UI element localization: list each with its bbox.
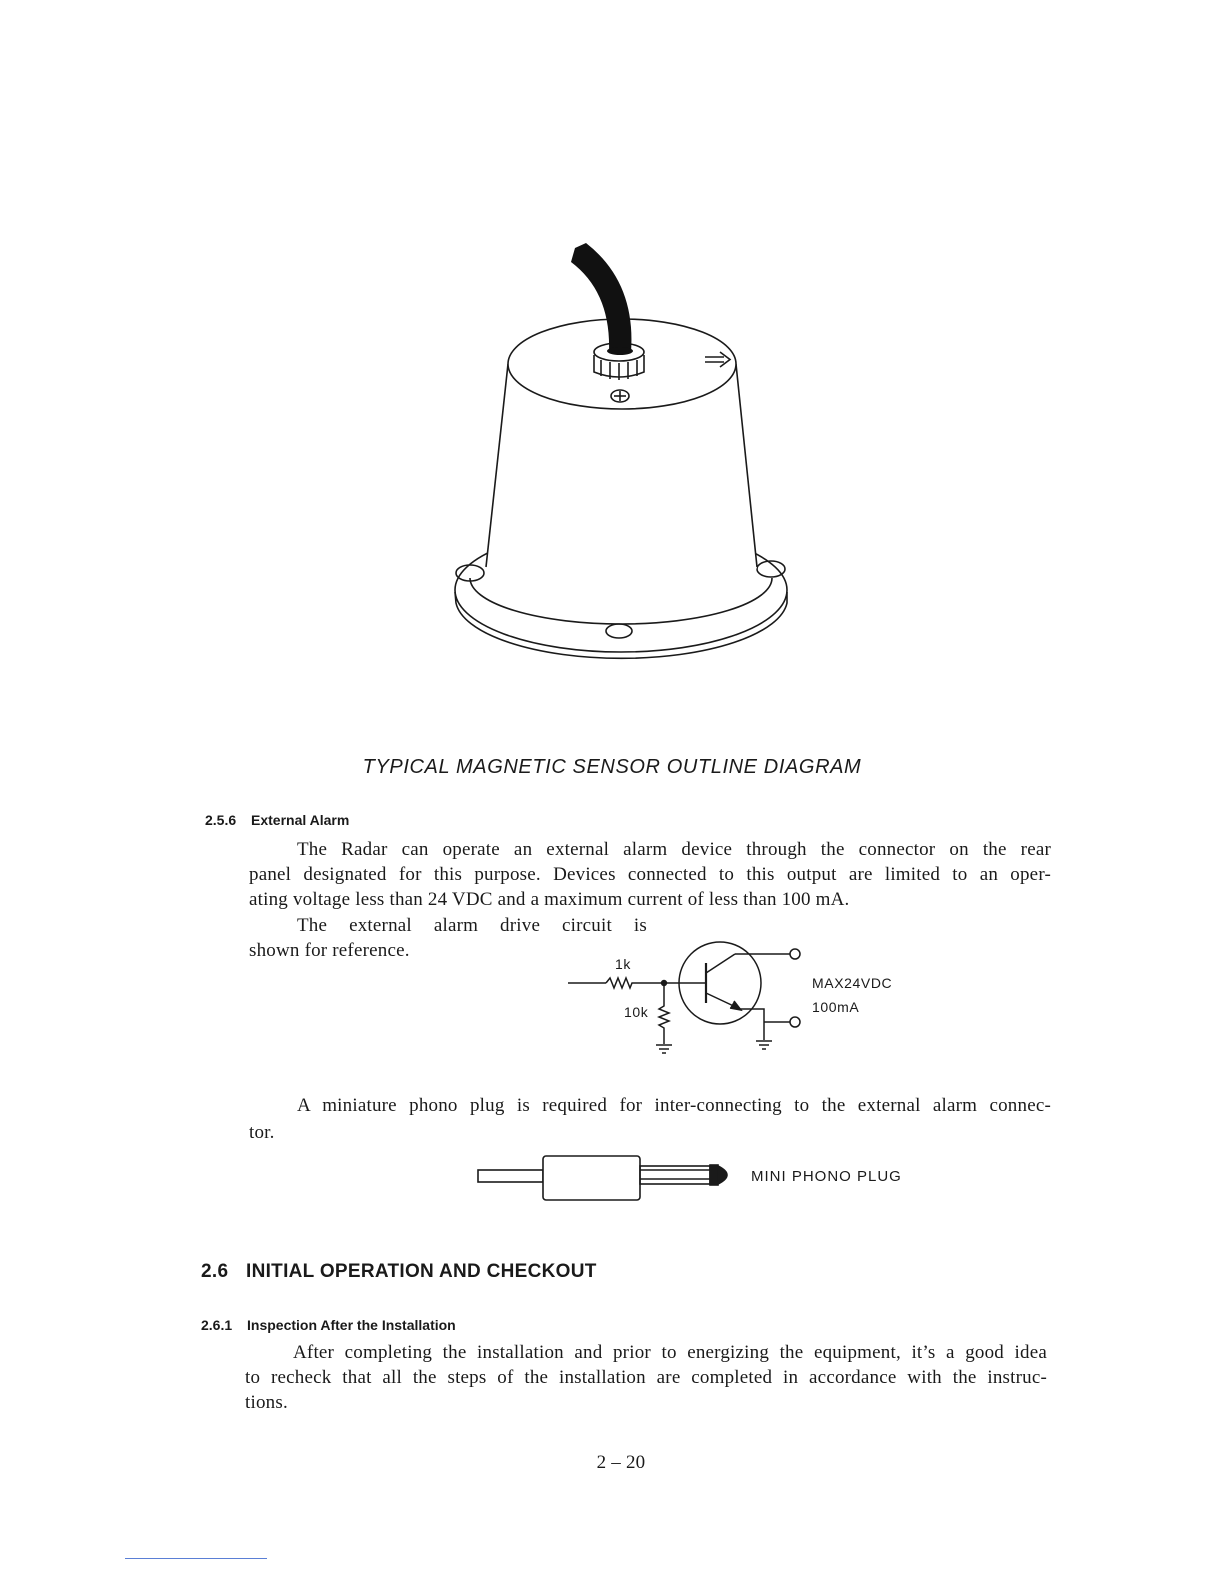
paragraph-line: After completing the installation and prior to energizing the equipment, it’s a good idea	[293, 1342, 1047, 1363]
subsection-number: 2.5.6	[205, 812, 237, 828]
page-number: 2 – 20	[596, 1452, 646, 1473]
subsection-title: External Alarm	[251, 812, 350, 828]
subsection-number: 2.6.1	[201, 1317, 233, 1333]
max-voltage-label: MAX24VDC	[812, 975, 893, 991]
footer-rule	[125, 1558, 267, 1559]
magnetic-sensor-illustration	[0, 0, 1224, 720]
paragraph-line: panel designated for this purpose. Devices connected to this output are limited to an oper-	[249, 864, 1051, 885]
max-current-label: 100mA	[812, 999, 860, 1015]
resistor-10k-label: 10k	[624, 1004, 649, 1020]
paragraph-line: ating voltage less than 24 VDC and a maximum current of less than 100 mA.	[249, 889, 850, 910]
paragraph-line: tions.	[245, 1392, 288, 1413]
output-terminal	[790, 1017, 800, 1027]
mini-phono-plug-drawing	[470, 1148, 770, 1208]
resistor-10k	[659, 983, 669, 1044]
mount-hole-front	[606, 624, 632, 638]
section-title: INITIAL OPERATION AND CHECKOUT	[246, 1261, 597, 1282]
ground-icon	[656, 1045, 672, 1053]
subsection-title: Inspection After the Installation	[247, 1317, 456, 1333]
paragraph-line: The Radar can operate an external alarm device through the connector on the rear	[297, 839, 1051, 860]
section-number: 2.6	[201, 1261, 229, 1282]
paragraph-line: The external alarm drive circuit is	[297, 915, 647, 936]
plug-label: MINI PHONO PLUG	[751, 1168, 902, 1185]
ground-icon	[756, 1041, 772, 1049]
output-terminal	[790, 949, 800, 959]
figure-caption: TYPICAL MAGNETIC SENSOR OUTLINE DIAGRAM	[362, 756, 862, 778]
alarm-drive-circuit	[560, 940, 820, 1070]
paragraph-line: shown for reference.	[249, 940, 410, 961]
paragraph-line: to recheck that all the steps of the installation are completed in accordance with the instruc-	[245, 1367, 1047, 1388]
resistor-1k	[606, 978, 664, 988]
paragraph-line: tor.	[249, 1122, 275, 1143]
paragraph-line: A miniature phono plug is required for inter-connecting to the external alarm connec-	[297, 1095, 1051, 1116]
resistor-1k-label: 1k	[615, 956, 631, 972]
